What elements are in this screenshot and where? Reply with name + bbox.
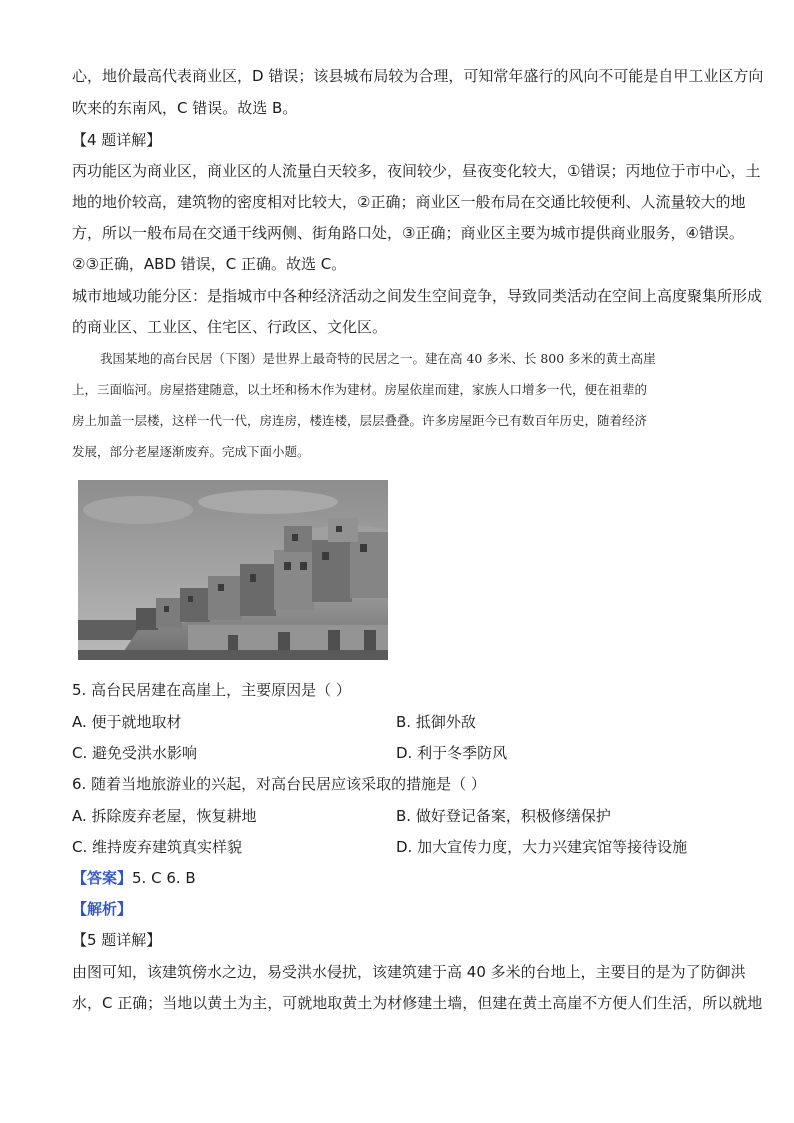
passage-line: 发展，部分老屋逐渐废弃。完成下面小题。 bbox=[72, 444, 310, 459]
text-line: 心，地价最高代表商业区，D 错误；该县城布局较为合理，可知常年盛行的风向不可能是自甲工业区方向 bbox=[72, 67, 764, 85]
passage-line: 我国某地的高台民居（下图）是世界上最奇特的民居之一。建在高 40 多米、长 800 多米的黄土高崖 bbox=[100, 351, 656, 366]
cliff-houses-photo bbox=[78, 480, 388, 660]
q6-option-a: A. 拆除废弃老屋，恢复耕地 bbox=[72, 807, 257, 825]
text-line: 城市地域功能分区：是指城市中各种经济活动之间发生空间竞争，导致同类活动在空间上高度聚集所形成 bbox=[72, 287, 763, 305]
passage-line: 上，三面临河。房屋搭建随意，以土坯和杨木作为建材。房屋依崖而建，家族人口增多一代，便在祖辈的 bbox=[72, 382, 648, 397]
analysis-label: 【解析】 bbox=[72, 900, 133, 918]
passage-line: 房上加盖一层楼，这样一代一代，房连房，楼连楼，层层叠叠。许多房屋距今已有数百年历史，随着经济 bbox=[72, 413, 648, 428]
text-line: 由图可知，该建筑傍水之边，易受洪水侵扰，该建筑建于高 40 多米的台地上，主要目的是为了防御洪 bbox=[72, 963, 746, 981]
answer-line bbox=[72, 868, 196, 888]
answer-text: 5. C 6. B bbox=[132, 869, 196, 887]
q6-option-b: B. 做好登记备案，积极修缮保护 bbox=[396, 807, 611, 825]
q6-stem: 6. 随着当地旅游业的兴起，对高台民居应该采取的措施是（ ） bbox=[72, 775, 486, 793]
q6-option-d: D. 加大宣传力度，大力兴建宾馆等接待设施 bbox=[396, 838, 688, 856]
text-line: 水，C 正确；当地以黄土为主，可就地取黄土为材修建土墙，但建在黄土高崖不方便人们生活，所以就地 bbox=[72, 994, 763, 1012]
q5-option-a: A. 便于就地取材 bbox=[72, 713, 182, 731]
q5-option-d: D. 利于冬季防风 bbox=[396, 744, 508, 762]
text-line: 的商业区、工业区、住宅区、行政区、文化区。 bbox=[72, 318, 388, 336]
q5-stem: 5. 高台民居建在高崖上，主要原因是（ ） bbox=[72, 681, 351, 699]
q5-option-c: C. 避免受洪水影响 bbox=[72, 744, 198, 762]
q5-option-b: B. 抵御外敌 bbox=[396, 713, 476, 731]
text-line: 方，所以一般布局在交通干线两侧、街角路口处，③正确；商业区主要为城市提供商业服务，④错误。 bbox=[72, 224, 744, 242]
text-line: 丙功能区为商业区，商业区的人流量白天较多，夜间较少，昼夜变化较大，①错误；丙地位于市中心，土 bbox=[72, 162, 761, 180]
q6-option-c: C. 维持废弃建筑真实样貌 bbox=[72, 838, 243, 856]
text-line: 地的地价较高，建筑物的密度相对比较大，②正确；商业区一般布局在交通比较便利、人流量较大的地 bbox=[72, 193, 746, 211]
text-line: ②③正确，ABD 错误，C 正确。故选 C。 bbox=[72, 255, 347, 273]
text-line: 吹来的东南风，C 错误。故选 B。 bbox=[72, 99, 298, 117]
answer-label: 【答案】 bbox=[72, 869, 133, 887]
q5-heading: 【5 题详解】 bbox=[72, 931, 162, 949]
q4-heading: 【4 题详解】 bbox=[72, 131, 162, 149]
